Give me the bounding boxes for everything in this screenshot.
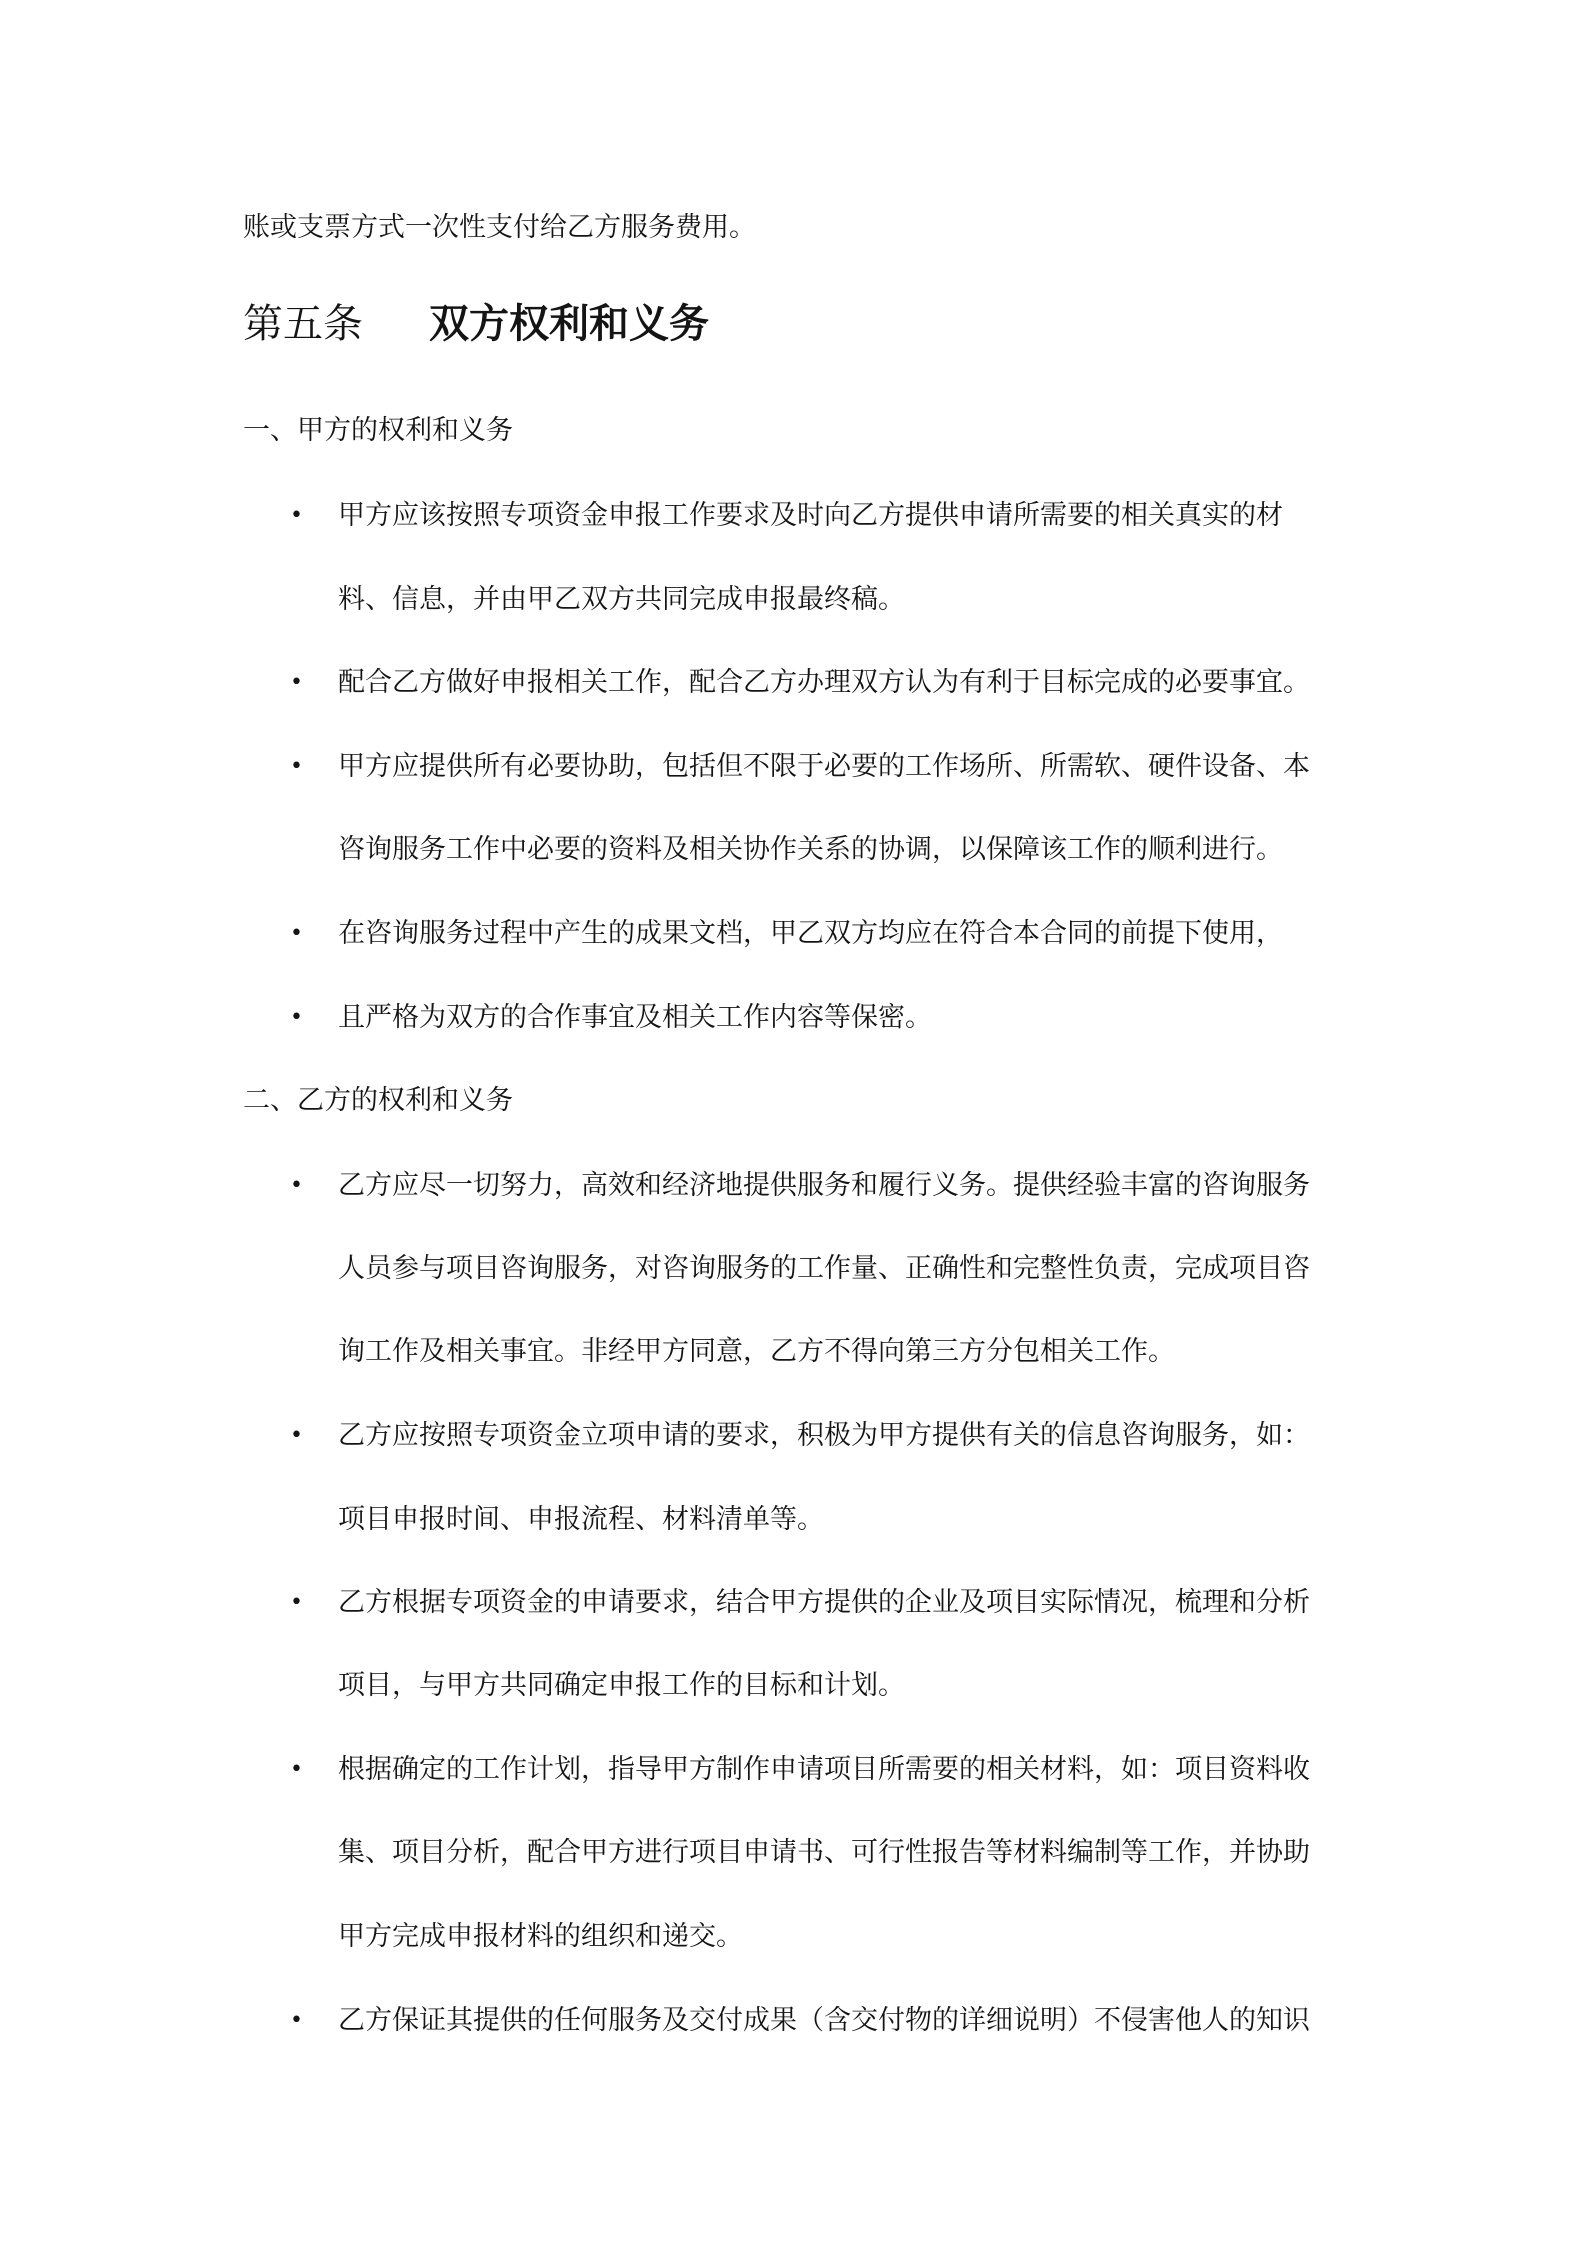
list-item-line: 且严格为双方的合作事宜及相关工作内容等保密。 — [338, 1002, 932, 1033]
list-item-line: 根据确定的工作计划，指导甲方制作申请项目所需要的相关材料，如：项目资料收 — [338, 1754, 1310, 1785]
article-title: 双方权利和义务 — [429, 301, 709, 347]
list-item-line: 乙方应按照专项资金立项申请的要求，积极为甲方提供有关的信息咨询服务，如： — [338, 1420, 1310, 1451]
article-number: 第五条 — [243, 301, 363, 347]
section-heading-party-b: 二、乙方的权利和义务 — [243, 1085, 513, 1116]
list-item-line: 在咨询服务过程中产生的成果文档，甲乙双方均应在符合本合同的前提下使用， — [338, 918, 1283, 949]
list-item-line: 咨询服务工作中必要的资料及相关协作关系的协调，以保障该工作的顺利进行。 — [338, 834, 1283, 865]
section-heading-party-a: 一、甲方的权利和义务 — [243, 415, 513, 446]
list-item-line: 甲方完成申报材料的组织和递交。 — [338, 1921, 743, 1952]
bullet-icon: • — [290, 754, 303, 779]
article-heading — [243, 298, 709, 350]
bullet-icon: • — [290, 2008, 303, 2033]
bullet-icon: • — [290, 670, 303, 695]
bullet-icon: • — [290, 1757, 303, 1782]
list-item-line: 甲方应提供所有必要协助，包括但不限于必要的工作场所、所需软、硬件设备、本 — [338, 751, 1310, 782]
list-item-line: 料、信息，并由甲乙双方共同完成申报最终稿。 — [338, 584, 905, 615]
bullet-icon: • — [290, 1590, 303, 1615]
list-item-line: 甲方应该按照专项资金申报工作要求及时向乙方提供申请所需要的相关真实的材 — [338, 500, 1283, 531]
list-item-line: 询工作及相关事宜。非经甲方同意，乙方不得向第三方分包相关工作。 — [338, 1336, 1175, 1367]
list-item-line: 项目，与甲方共同确定申报工作的目标和计划。 — [338, 1670, 905, 1701]
list-item-line: 乙方应尽一切努力，高效和经济地提供服务和履行义务。提供经验丰富的咨询服务 — [338, 1170, 1310, 1201]
list-item-line: 集、项目分析，配合甲方进行项目申请书、可行性报告等材料编制等工作，并协助 — [338, 1837, 1310, 1868]
bullet-icon: • — [290, 1423, 303, 1448]
list-item-line: 乙方根据专项资金的申请要求，结合甲方提供的企业及项目实际情况，梳理和分析 — [338, 1587, 1310, 1618]
list-item-line: 配合乙方做好申报相关工作，配合乙方办理双方认为有利于目标完成的必要事宜。 — [338, 667, 1310, 698]
bullet-icon: • — [290, 921, 303, 946]
bullet-icon: • — [290, 1005, 303, 1030]
bullet-icon: • — [290, 1173, 303, 1198]
carryover-text: 账或支票方式一次性支付给乙方服务费用。 — [243, 212, 756, 243]
list-item-line: 人员参与项目咨询服务，对咨询服务的工作量、正确性和完整性负责，完成项目咨 — [338, 1253, 1310, 1284]
bullet-icon: • — [290, 503, 303, 528]
list-item-line: 项目申报时间、申报流程、材料清单等。 — [338, 1504, 824, 1535]
list-item-line: 乙方保证其提供的任何服务及交付成果（含交付物的详细说明）不侵害他人的知识 — [338, 2005, 1310, 2036]
